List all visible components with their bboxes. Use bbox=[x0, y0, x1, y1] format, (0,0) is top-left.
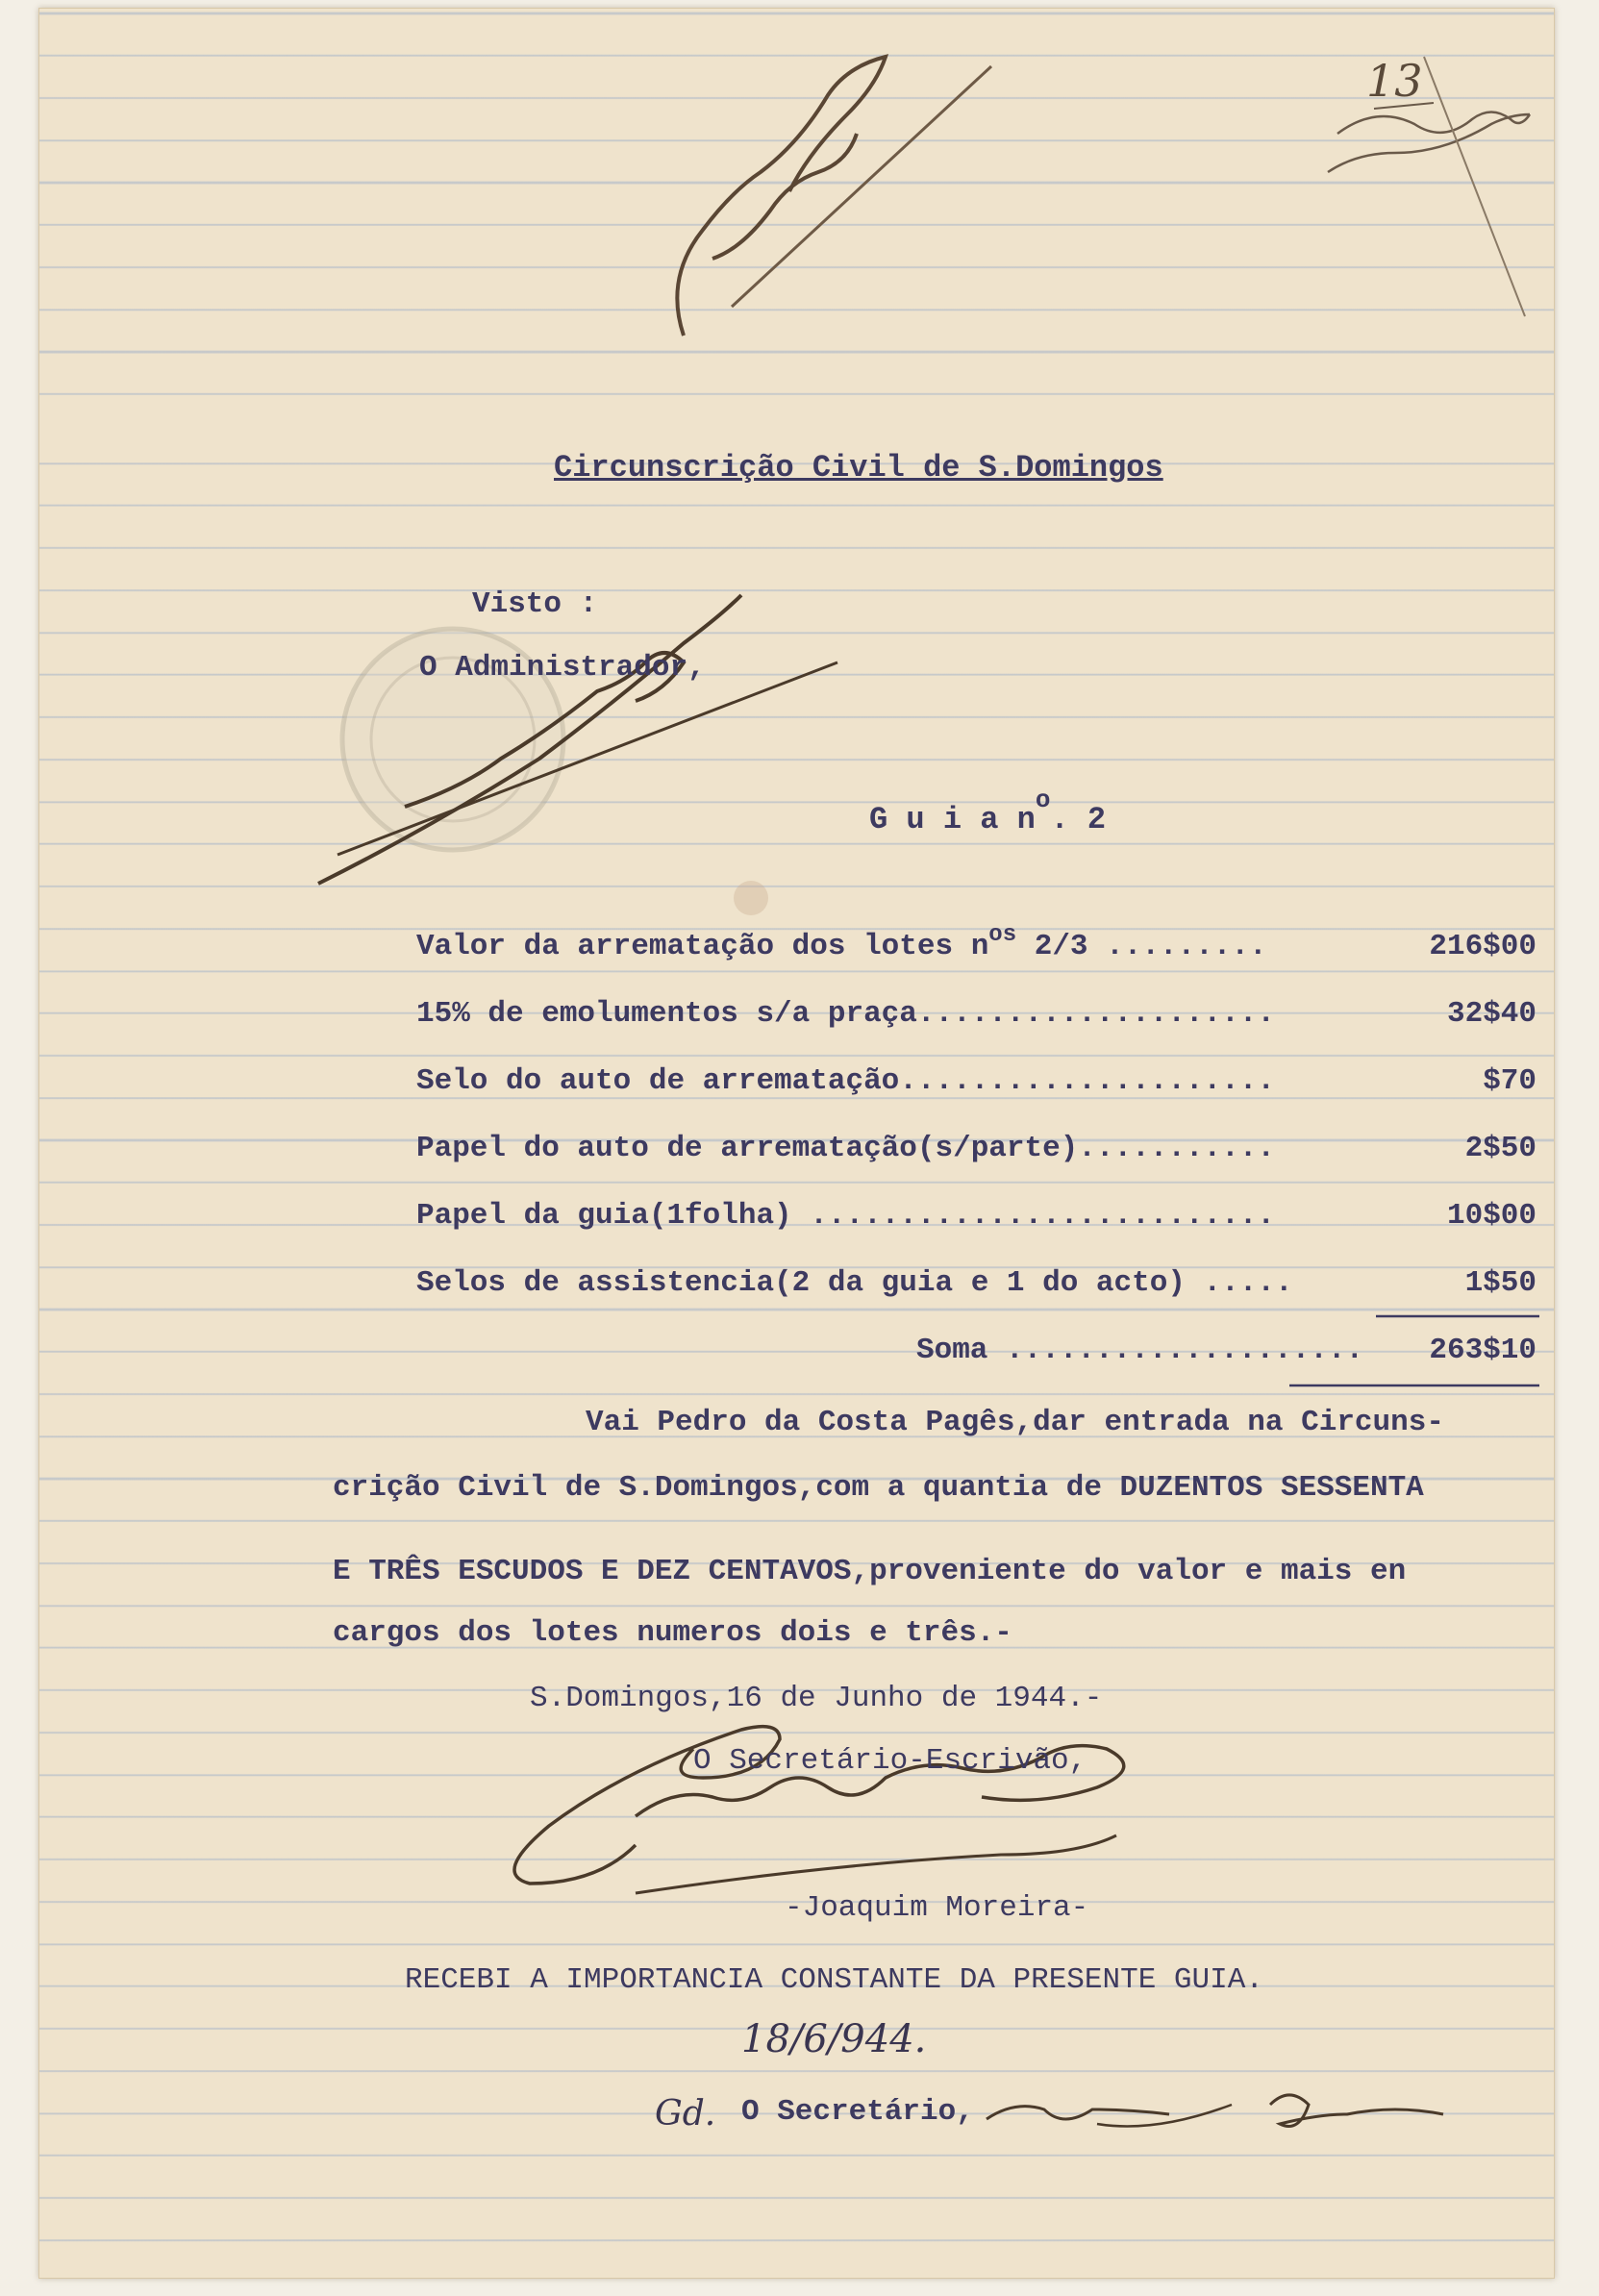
charge-amount: 2$50 bbox=[1464, 1132, 1537, 1165]
secretary-name: -Joaquim Moreira- bbox=[785, 1891, 1089, 1925]
administrador-label: O Administrador, bbox=[419, 651, 706, 685]
body-line-3: E TRÊS ESCUDOS E DEZ CENTAVOS,proveniente do valor e mais en bbox=[333, 1555, 1407, 1588]
office-title: Circunscrição Civil de S.Domingos bbox=[554, 450, 1163, 486]
charge-amount: 1$50 bbox=[1464, 1266, 1537, 1300]
guia-number: 2 bbox=[1087, 802, 1107, 837]
charge-item bbox=[416, 1134, 1537, 1172]
receipt-text: RECEBI A IMPORTANCIA CONSTANTE DA PRESENTE GUIA. bbox=[405, 1963, 1263, 1997]
guia-heading-prefix: G u i a n bbox=[869, 802, 1036, 837]
soma-row bbox=[416, 1335, 1537, 1374]
body-line-1: Vai Pedro da Costa Pagês,dar entrada na Circuns- bbox=[586, 1406, 1444, 1439]
charge-amount: 216$00 bbox=[1429, 930, 1537, 963]
charge-label-cont: 2/3 ......... bbox=[1016, 930, 1267, 963]
charge-label-sup: os bbox=[988, 922, 1017, 948]
charge-label: Valor da arrematação dos lotes n bbox=[416, 930, 989, 963]
guia-number-sign: o bbox=[1035, 786, 1051, 814]
charge-item bbox=[416, 1268, 1537, 1307]
charge-label: 15% de emolumentos s/a praça.................... bbox=[416, 997, 1275, 1031]
signed-prefix: Gd. bbox=[655, 2094, 716, 2134]
soma-amount: 263$10 bbox=[1429, 1334, 1537, 1367]
charge-item bbox=[416, 999, 1537, 1037]
guia-number-dot: . bbox=[1050, 802, 1069, 837]
charge-label: Papel do auto de arrematação(s/parte)........... bbox=[416, 1132, 1275, 1165]
charge-item bbox=[416, 1066, 1537, 1105]
receipt-date: 18/6/944. bbox=[741, 2017, 927, 2061]
body-line-4: cargos dos lotes numeros dois e três.- bbox=[333, 1616, 1012, 1650]
charge-label: Selo do auto de arrematação..................... bbox=[416, 1064, 1275, 1098]
charge-amount: 10$00 bbox=[1446, 1199, 1537, 1233]
secretary-title: O Secretário-Escrivão, bbox=[693, 1744, 1087, 1778]
guia-heading bbox=[869, 786, 1107, 837]
charge-label: Papel da guia(1folha) .......................... bbox=[416, 1199, 1275, 1233]
charge-item bbox=[416, 1201, 1537, 1239]
charge-amount: 32$40 bbox=[1446, 997, 1537, 1031]
charge-amount: $70 bbox=[1483, 1064, 1537, 1098]
document-page bbox=[38, 8, 1555, 2279]
receipt-secretary-title: O Secretário, bbox=[741, 2095, 974, 2129]
body-line-2: crição Civil de S.Domingos,com a quantia de DUZENTOS SESSENTA bbox=[333, 1471, 1424, 1505]
charge-label: Selos de assistencia(2 da guia e 1 do acto) ..... bbox=[416, 1266, 1293, 1300]
charge-item bbox=[416, 922, 1537, 970]
visto-label: Visto : bbox=[472, 587, 598, 621]
page-number-annotation: 13 bbox=[1366, 55, 1423, 107]
date-line: S.Domingos,16 de Junho de 1944.- bbox=[530, 1682, 1103, 1715]
soma-label: Soma .................... bbox=[916, 1334, 1364, 1367]
